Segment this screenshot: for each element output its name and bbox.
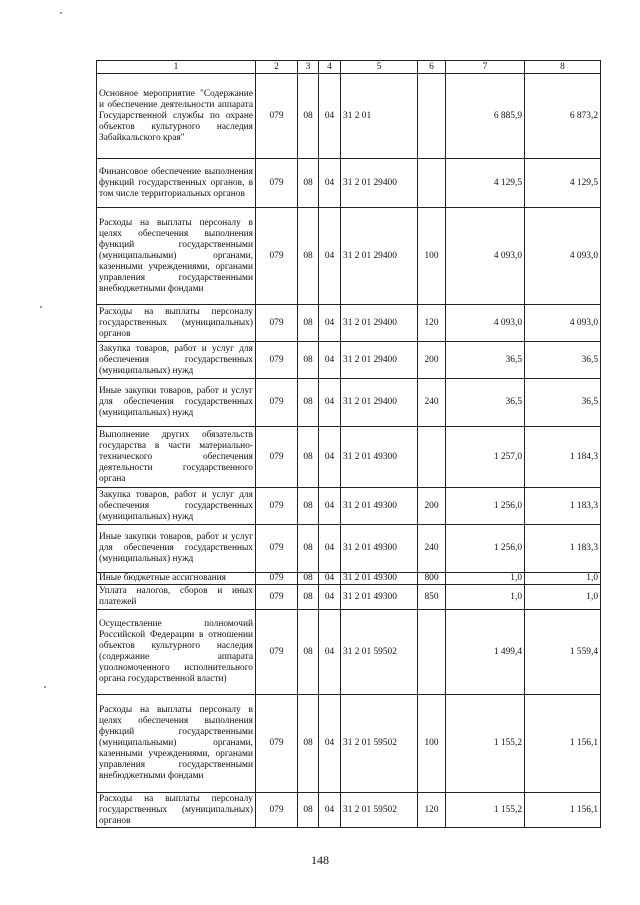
row-value-cell: 1 156,1 bbox=[525, 793, 601, 828]
row-value-cell: 08 bbox=[298, 610, 319, 695]
row-value-cell: 36,5 bbox=[525, 342, 601, 379]
row-value-cell: 4 093,0 bbox=[525, 305, 601, 342]
row-value-cell: 31 2 01 49300 bbox=[341, 488, 418, 525]
row-value-cell: 04 bbox=[319, 585, 341, 610]
row-value-cell: 850 bbox=[418, 585, 446, 610]
scan-speck bbox=[60, 12, 62, 14]
row-value-cell: 200 bbox=[418, 342, 446, 379]
row-value-cell: 1 256,0 bbox=[446, 488, 525, 525]
table-row bbox=[97, 159, 601, 208]
column-header: 8 bbox=[525, 61, 601, 74]
row-value-cell: 36,5 bbox=[446, 342, 525, 379]
row-value-cell: 1 156,1 bbox=[525, 695, 601, 793]
row-value-cell: 08 bbox=[298, 427, 319, 488]
row-value-cell: 240 bbox=[418, 379, 446, 427]
row-value-cell: 04 bbox=[319, 159, 341, 208]
row-name-cell: Уплата налогов, сборов и иных платежей bbox=[97, 585, 256, 610]
row-value-cell: 4 093,0 bbox=[446, 208, 525, 305]
row-name-cell: Осуществление полномочий Российской Федерации в отношении объектов культурного наследия (содержание аппарата уполномоченного исполнительного органа государственной власти) bbox=[97, 610, 256, 695]
row-value-cell: 079 bbox=[256, 793, 298, 828]
row-name-cell: Иные закупки товаров, работ и услуг для обеспечения государственных (муниципальных) нужд bbox=[97, 525, 256, 573]
row-value-cell: 200 bbox=[418, 488, 446, 525]
column-header: 6 bbox=[418, 61, 446, 74]
row-value-cell: 04 bbox=[319, 573, 341, 585]
table-row bbox=[97, 305, 601, 342]
row-value-cell: 100 bbox=[418, 695, 446, 793]
row-value-cell: 1 499,4 bbox=[446, 610, 525, 695]
row-value-cell: 6 885,9 bbox=[446, 74, 525, 159]
row-value-cell: 079 bbox=[256, 427, 298, 488]
row-value-cell: 31 2 01 49300 bbox=[341, 427, 418, 488]
row-value-cell: 800 bbox=[418, 573, 446, 585]
row-value-cell: 31 2 01 59502 bbox=[341, 793, 418, 828]
row-name-cell: Расходы на выплаты персоналу государственных (муниципальных) органов bbox=[97, 793, 256, 828]
table-row bbox=[97, 585, 601, 610]
row-name-cell: Закупка товаров, работ и услуг для обеспечения государственных (муниципальных) нужд bbox=[97, 488, 256, 525]
row-value-cell: 08 bbox=[298, 305, 319, 342]
scan-speck bbox=[40, 306, 42, 308]
row-value-cell bbox=[418, 74, 446, 159]
row-value-cell: 31 2 01 49300 bbox=[341, 585, 418, 610]
row-value-cell: 6 873,2 bbox=[525, 74, 601, 159]
row-value-cell: 1 256,0 bbox=[446, 525, 525, 573]
row-value-cell: 079 bbox=[256, 525, 298, 573]
table-row bbox=[97, 488, 601, 525]
row-value-cell: 079 bbox=[256, 208, 298, 305]
row-name-cell: Расходы на выплаты персоналу государственных (муниципальных) органов bbox=[97, 305, 256, 342]
row-name-cell: Закупка товаров, работ и услуг для обеспечения государственных (муниципальных) нужд bbox=[97, 342, 256, 379]
row-value-cell: 04 bbox=[319, 305, 341, 342]
table-row bbox=[97, 610, 601, 695]
row-value-cell: 079 bbox=[256, 305, 298, 342]
row-value-cell: 04 bbox=[319, 695, 341, 793]
table-header-row bbox=[97, 61, 601, 74]
row-name-cell: Выполнение других обязательств государства в части материально-технического обеспечения деятельности государственного органа bbox=[97, 427, 256, 488]
column-header: 5 bbox=[341, 61, 418, 74]
row-name-cell: Финансовое обеспечение выполнения функций государственных органов, в том числе территориальных органов bbox=[97, 159, 256, 208]
row-value-cell: 04 bbox=[319, 793, 341, 828]
row-value-cell: 31 2 01 59502 bbox=[341, 695, 418, 793]
row-value-cell: 04 bbox=[319, 610, 341, 695]
row-value-cell: 1,0 bbox=[446, 585, 525, 610]
column-header: 4 bbox=[319, 61, 341, 74]
table-row bbox=[97, 208, 601, 305]
row-value-cell: 04 bbox=[319, 342, 341, 379]
row-name-cell: Расходы на выплаты персоналу в целях обеспечения выполнения функций государственными (муниципальными) органами, казенными учреждениями, органами управления государственными внебюджетными фондами bbox=[97, 695, 256, 793]
row-name-cell: Расходы на выплаты персоналу в целях обеспечения выполнения функций государственными (муниципальными) органами, казенными учреждениями, органами управления государственными внебюджетными фондами bbox=[97, 208, 256, 305]
row-value-cell: 08 bbox=[298, 159, 319, 208]
row-value-cell: 1 155,2 bbox=[446, 695, 525, 793]
row-value-cell: 31 2 01 29400 bbox=[341, 305, 418, 342]
row-value-cell: 31 2 01 59502 bbox=[341, 610, 418, 695]
column-header: 1 bbox=[97, 61, 256, 74]
table-row bbox=[97, 74, 601, 159]
row-value-cell: 08 bbox=[298, 488, 319, 525]
row-value-cell: 04 bbox=[319, 379, 341, 427]
row-value-cell bbox=[418, 610, 446, 695]
row-value-cell: 04 bbox=[319, 74, 341, 159]
table-row bbox=[97, 793, 601, 828]
row-value-cell: 079 bbox=[256, 74, 298, 159]
row-value-cell: 31 2 01 29400 bbox=[341, 208, 418, 305]
row-value-cell: 31 2 01 bbox=[341, 74, 418, 159]
row-value-cell: 1 183,3 bbox=[525, 488, 601, 525]
row-name-cell: Иные бюджетные ассигнования bbox=[97, 573, 256, 585]
row-value-cell: 08 bbox=[298, 695, 319, 793]
row-value-cell: 36,5 bbox=[525, 379, 601, 427]
row-value-cell: 1,0 bbox=[525, 585, 601, 610]
row-value-cell: 08 bbox=[298, 793, 319, 828]
row-value-cell: 31 2 01 29400 bbox=[341, 342, 418, 379]
row-name-cell: Иные закупки товаров, работ и услуг для обеспечения государственных (муниципальных) нужд bbox=[97, 379, 256, 427]
row-value-cell: 240 bbox=[418, 525, 446, 573]
row-value-cell: 1,0 bbox=[525, 573, 601, 585]
budget-table bbox=[96, 60, 601, 828]
row-value-cell: 120 bbox=[418, 305, 446, 342]
row-value-cell: 08 bbox=[298, 342, 319, 379]
scan-speck bbox=[44, 686, 46, 688]
row-value-cell: 04 bbox=[319, 525, 341, 573]
row-value-cell bbox=[418, 159, 446, 208]
row-value-cell: 079 bbox=[256, 695, 298, 793]
table-row bbox=[97, 695, 601, 793]
row-value-cell: 079 bbox=[256, 488, 298, 525]
row-value-cell: 1 184,3 bbox=[525, 427, 601, 488]
row-value-cell: 1,0 bbox=[446, 573, 525, 585]
row-value-cell: 1 155,2 bbox=[446, 793, 525, 828]
row-value-cell: 079 bbox=[256, 610, 298, 695]
row-value-cell: 08 bbox=[298, 525, 319, 573]
row-value-cell: 31 2 01 29400 bbox=[341, 379, 418, 427]
table-row bbox=[97, 573, 601, 585]
row-value-cell: 1 559,4 bbox=[525, 610, 601, 695]
row-value-cell: 120 bbox=[418, 793, 446, 828]
column-header: 2 bbox=[256, 61, 298, 74]
row-value-cell: 04 bbox=[319, 427, 341, 488]
row-value-cell: 31 2 01 49300 bbox=[341, 573, 418, 585]
row-value-cell: 100 bbox=[418, 208, 446, 305]
table-row bbox=[97, 427, 601, 488]
row-value-cell: 04 bbox=[319, 488, 341, 525]
row-value-cell bbox=[418, 427, 446, 488]
row-value-cell: 1 183,3 bbox=[525, 525, 601, 573]
row-value-cell: 08 bbox=[298, 208, 319, 305]
column-header: 7 bbox=[446, 61, 525, 74]
row-value-cell: 079 bbox=[256, 342, 298, 379]
row-value-cell: 4 129,5 bbox=[446, 159, 525, 208]
row-value-cell: 079 bbox=[256, 159, 298, 208]
row-value-cell: 08 bbox=[298, 74, 319, 159]
row-value-cell: 079 bbox=[256, 379, 298, 427]
row-value-cell: 31 2 01 29400 bbox=[341, 159, 418, 208]
page-number: 148 bbox=[311, 853, 329, 867]
row-value-cell: 31 2 01 49300 bbox=[341, 525, 418, 573]
row-value-cell: 079 bbox=[256, 573, 298, 585]
table-row bbox=[97, 379, 601, 427]
row-value-cell: 4 093,0 bbox=[525, 208, 601, 305]
row-name-cell: Основное мероприятие "Содержание и обеспечение деятельности аппарата Государственной службы по охране объектов культурного наследия Забайкальского края" bbox=[97, 74, 256, 159]
row-value-cell: 36,5 bbox=[446, 379, 525, 427]
row-value-cell: 08 bbox=[298, 379, 319, 427]
row-value-cell: 08 bbox=[298, 585, 319, 610]
row-value-cell: 079 bbox=[256, 585, 298, 610]
row-value-cell: 08 bbox=[298, 573, 319, 585]
row-value-cell: 4 129,5 bbox=[525, 159, 601, 208]
row-value-cell: 1 257,0 bbox=[446, 427, 525, 488]
row-value-cell: 4 093,0 bbox=[446, 305, 525, 342]
table-row bbox=[97, 342, 601, 379]
table-row bbox=[97, 525, 601, 573]
column-header: 3 bbox=[298, 61, 319, 74]
row-value-cell: 04 bbox=[319, 208, 341, 305]
